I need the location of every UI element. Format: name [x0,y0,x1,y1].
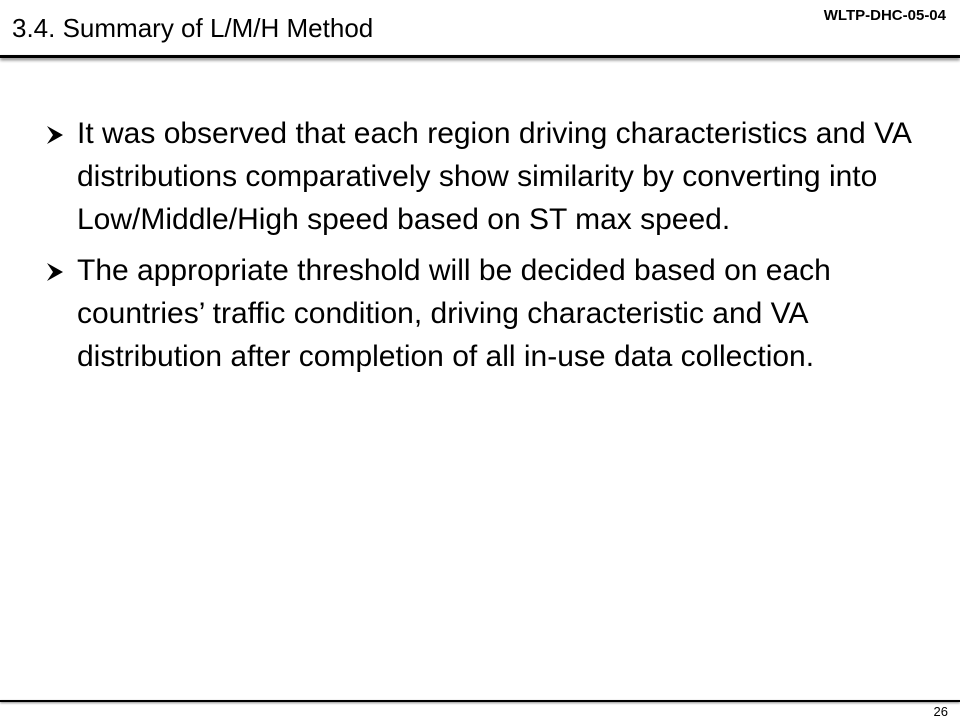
bullet-item [44,249,924,378]
header-divider [0,55,960,58]
bullet-text: The appropriate threshold will be decided based on each countries’ traffic condition, driving characteristic and VA distribution after completion of all in-use data collection. [77,254,831,373]
bullet-list [44,112,924,386]
bullet-item [44,112,924,241]
bullet-text: It was observed that each region driving characteristics and VA distributions comparatively show similarity by converting into Low/Middle/High speed based on ST max speed. [77,117,911,236]
arrowhead-bullet-icon [44,124,66,146]
document-code: WLTP-DHC-05-04 [823,7,946,24]
slide-title: 3.4. Summary of L/M/H Method [12,13,374,43]
footer-divider [0,700,960,702]
arrowhead-bullet-icon [44,261,66,283]
page-number: 26 [933,704,948,719]
